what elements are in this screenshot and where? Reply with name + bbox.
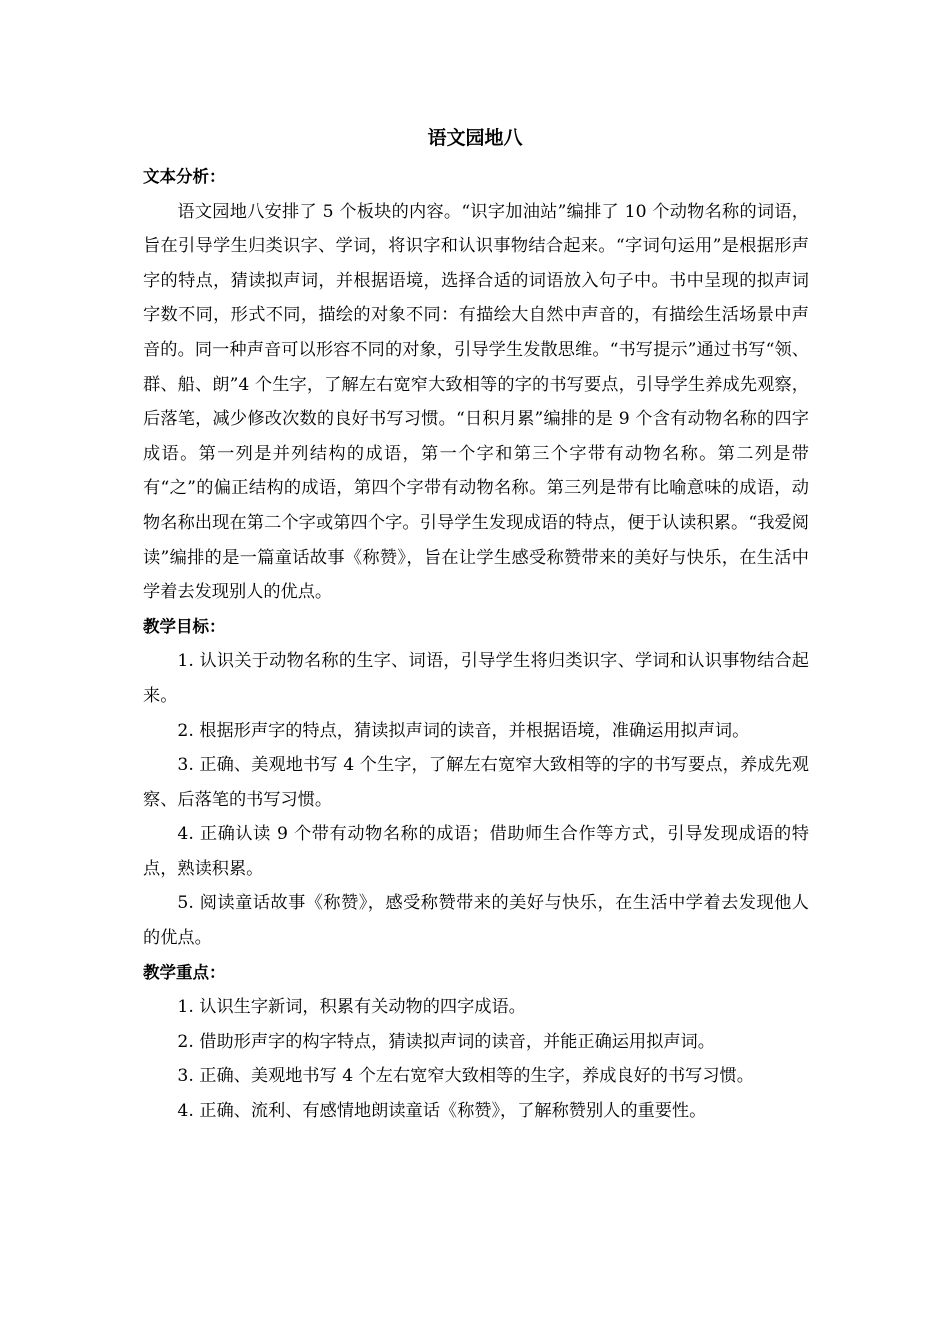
goal-item: 4. 正确认读 9 个带有动物名称的成语；借助师生合作等方式，引导发现成语的特点，熟读积累。 <box>143 824 809 879</box>
focus-item: 3. 正确、美观地书写 4 个左右宽窄大致相等的生字，养成良好的书写习惯。 <box>177 1066 754 1087</box>
paragraph: 语文园地八安排了 5 个板块的内容。“识字加油站”编排了 10 个动物名称的词语，旨在引导学生归类识字、学词，将识字和认识事物结合起来。“字词句运用”是根据形声字的特点，猜读拟声词，并根据语境，选择合适的词语放入句子中。书中呈现的拟声词字数不同，形式不同，描绘的对象不同：有描绘大自然中声音的，有描绘生活场景中声音的。同一种声音可以形容不同的对象，引导学生发散思维。“书写提示”通过书写“领、群、船、朗”4 个生字，了解左右宽窄大致相等的字的书写要点，引导学生养成先观察，后落笔，减少修改次数的良好书写习惯。“日积月累”编排的是 9 个含有动物名称的四字成语。第一列是并列结构的成语，第一个字和第三个字带有动物名称。第二列是带有“之”的偏正结构的成语，第四个字带有动物名称。第三列是带有比喻意味的成语，动物名称出现在第二个字或第四个字。引导学生发现成语的特点，便于认读积累。“我爱阅读”编排的是一篇童话故事《称赞》，旨在让学生感受称赞带来的美好与快乐，在生活中学着去发现别人的优点。 <box>143 201 809 603</box>
goal-item: 3. 正确、美观地书写 4 个生字，了解左右宽窄大致相等的字的书写要点，养成先观察、后落笔的书写习惯。 <box>143 755 809 810</box>
document-body <box>143 160 809 1129</box>
goal-item: 1. 认识关于动物名称的生字、词语，引导学生将归类识字、学词和认识事物结合起来。 <box>143 651 809 706</box>
goal-item: 5. 阅读童话故事《称赞》，感受称赞带来的美好与快乐，在生活中学着去发现他人的优点。 <box>143 893 809 949</box>
goal-item: 2. 根据形声字的特点，猜读拟声词的读音，并根据语境，准确运用拟声词。 <box>177 720 750 741</box>
focus-item: 4. 正确、流利、有感情地朗读童话《称赞》，了解称赞别人的重要性。 <box>177 1101 707 1122</box>
focus-item: 1. 认识生字新词，积累有关动物的四字成语。 <box>177 997 526 1018</box>
section-heading: 教学目标： <box>143 616 226 636</box>
document-title: 语文园地八 <box>427 127 523 149</box>
section-teaching-focus <box>143 956 809 1129</box>
section-text-analysis <box>143 160 809 610</box>
section-heading: 教学重点： <box>143 962 226 982</box>
section-heading: 文本分析： <box>143 167 226 186</box>
section-teaching-goals <box>143 610 809 956</box>
focus-item: 2. 借助形声字的构字特点，猜读拟声词的读音，并能正确运用拟声词。 <box>177 1031 715 1052</box>
